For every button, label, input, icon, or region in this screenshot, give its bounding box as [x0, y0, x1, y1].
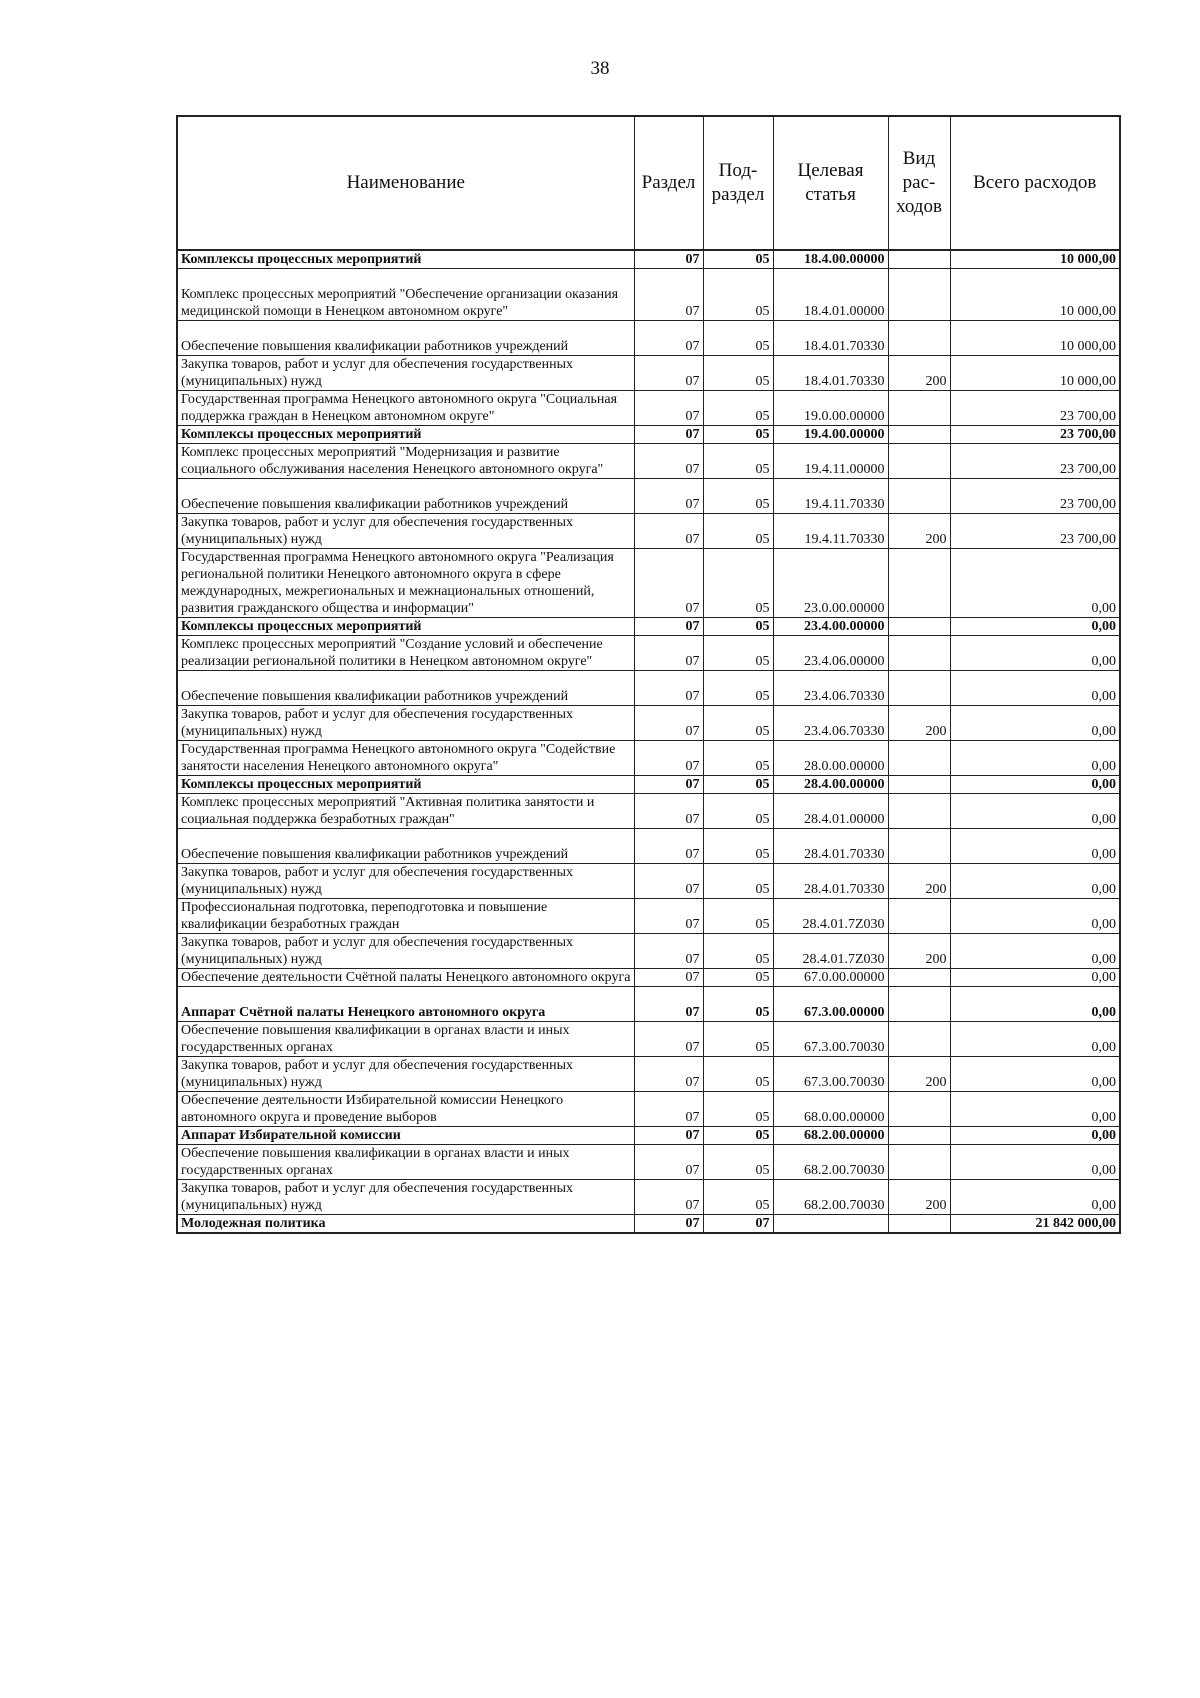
cell-vid-rashodov	[888, 1022, 950, 1057]
cell-vid-rashodov	[888, 987, 950, 1022]
cell-razdel: 07	[634, 776, 703, 794]
cell-podrazdel: 05	[703, 1092, 773, 1127]
cell-name: Обеспечение повышения квалификации работников учреждений	[177, 321, 634, 356]
cell-vid-rashodov	[888, 829, 950, 864]
cell-vid-rashodov	[888, 1145, 950, 1180]
cell-razdel: 07	[634, 741, 703, 776]
cell-razdel: 07	[634, 549, 703, 618]
cell-total: 0,00	[950, 1092, 1120, 1127]
table-row	[177, 479, 1120, 514]
table-row	[177, 1057, 1120, 1092]
cell-celevaya-statya: 67.3.00.70030	[773, 1022, 888, 1057]
cell-podrazdel: 05	[703, 269, 773, 321]
cell-vid-rashodov	[888, 794, 950, 829]
cell-vid-rashodov: 200	[888, 1057, 950, 1092]
cell-name: Закупка товаров, работ и услуг для обеспечения государственных (муниципальных) нужд	[177, 1180, 634, 1215]
cell-vid-rashodov	[888, 969, 950, 987]
cell-celevaya-statya: 28.4.01.7Z030	[773, 899, 888, 934]
table-row	[177, 444, 1120, 479]
cell-total: 0,00	[950, 1180, 1120, 1215]
cell-podrazdel: 05	[703, 391, 773, 426]
cell-total: 0,00	[950, 706, 1120, 741]
cell-name: Комплекс процессных мероприятий "Обеспечение организации оказания медицинской помощи в Ненецком автономном округе"	[177, 269, 634, 321]
table-row	[177, 1022, 1120, 1057]
table-row	[177, 269, 1120, 321]
cell-razdel: 07	[634, 514, 703, 549]
cell-vid-rashodov	[888, 549, 950, 618]
cell-name: Комплексы процессных мероприятий	[177, 426, 634, 444]
cell-celevaya-statya: 18.4.01.00000	[773, 269, 888, 321]
cell-celevaya-statya: 28.0.00.00000	[773, 741, 888, 776]
cell-razdel: 07	[634, 987, 703, 1022]
cell-razdel: 07	[634, 444, 703, 479]
cell-total: 23 700,00	[950, 514, 1120, 549]
cell-name: Закупка товаров, работ и услуг для обеспечения государственных (муниципальных) нужд	[177, 1057, 634, 1092]
cell-razdel: 07	[634, 426, 703, 444]
cell-vid-rashodov: 200	[888, 1180, 950, 1215]
table-row	[177, 1215, 1120, 1234]
table-row	[177, 1145, 1120, 1180]
page-number: 38	[590, 58, 610, 79]
cell-podrazdel: 05	[703, 321, 773, 356]
cell-total: 0,00	[950, 899, 1120, 934]
table-row	[177, 829, 1120, 864]
cell-celevaya-statya: 23.0.00.00000	[773, 549, 888, 618]
cell-razdel: 07	[634, 391, 703, 426]
cell-podrazdel: 05	[703, 706, 773, 741]
cell-vid-rashodov	[888, 479, 950, 514]
cell-podrazdel: 05	[703, 549, 773, 618]
cell-vid-rashodov	[888, 1092, 950, 1127]
cell-name: Обеспечение повышения квалификации работников учреждений	[177, 671, 634, 706]
cell-total: 0,00	[950, 864, 1120, 899]
column-header-podrazdel: Под- раздел	[703, 116, 773, 250]
cell-podrazdel: 05	[703, 1022, 773, 1057]
cell-podrazdel: 07	[703, 1215, 773, 1234]
cell-vid-rashodov: 200	[888, 706, 950, 741]
cell-vid-rashodov	[888, 776, 950, 794]
cell-total: 0,00	[950, 1145, 1120, 1180]
table-row	[177, 391, 1120, 426]
cell-total: 23 700,00	[950, 479, 1120, 514]
cell-razdel: 07	[634, 1092, 703, 1127]
table-row	[177, 794, 1120, 829]
cell-podrazdel: 05	[703, 250, 773, 269]
cell-razdel: 07	[634, 356, 703, 391]
cell-celevaya-statya: 28.4.00.00000	[773, 776, 888, 794]
cell-razdel: 07	[634, 934, 703, 969]
cell-vid-rashodov: 200	[888, 864, 950, 899]
cell-celevaya-statya: 23.4.00.00000	[773, 618, 888, 636]
cell-name: Закупка товаров, работ и услуг для обеспечения государственных (муниципальных) нужд	[177, 934, 634, 969]
cell-total: 0,00	[950, 618, 1120, 636]
cell-name: Государственная программа Ненецкого автономного округа "Социальная поддержка граждан в Ненецком автономном округе"	[177, 391, 634, 426]
cell-name: Государственная программа Ненецкого автономного округа "Реализация региональной политики Ненецкого автономного округа в сфере международных, межрегиональных и межнациональных отношений, развития гражданского общества и информации"	[177, 549, 634, 618]
cell-celevaya-statya: 18.4.01.70330	[773, 321, 888, 356]
cell-podrazdel: 05	[703, 969, 773, 987]
cell-name: Комплекс процессных мероприятий "Модернизация и развитие социального обслуживания населения Ненецкого автономного округа"	[177, 444, 634, 479]
cell-celevaya-statya: 19.4.11.70330	[773, 479, 888, 514]
cell-total: 0,00	[950, 1127, 1120, 1145]
cell-name: Обеспечение деятельности Счётной палаты Ненецкого автономного округа	[177, 969, 634, 987]
cell-celevaya-statya: 28.4.01.70330	[773, 864, 888, 899]
cell-podrazdel: 05	[703, 1057, 773, 1092]
cell-name: Обеспечение деятельности Избирательной комиссии Ненецкого автономного округа и проведение выборов	[177, 1092, 634, 1127]
cell-total: 0,00	[950, 671, 1120, 706]
cell-name: Обеспечение повышения квалификации работников учреждений	[177, 829, 634, 864]
cell-celevaya-statya: 68.2.00.00000	[773, 1127, 888, 1145]
cell-podrazdel: 05	[703, 444, 773, 479]
cell-name: Комплекс процессных мероприятий "Активная политика занятости и социальная поддержка безработных граждан"	[177, 794, 634, 829]
cell-total: 23 700,00	[950, 391, 1120, 426]
cell-podrazdel: 05	[703, 776, 773, 794]
cell-razdel: 07	[634, 479, 703, 514]
cell-total: 0,00	[950, 969, 1120, 987]
table-row	[177, 636, 1120, 671]
cell-name: Закупка товаров, работ и услуг для обеспечения государственных (муниципальных) нужд	[177, 356, 634, 391]
cell-vid-rashodov	[888, 321, 950, 356]
table-row	[177, 549, 1120, 618]
table-row	[177, 934, 1120, 969]
table-row	[177, 1180, 1120, 1215]
cell-razdel: 07	[634, 1127, 703, 1145]
cell-celevaya-statya: 67.3.00.00000	[773, 987, 888, 1022]
cell-name: Комплекс процессных мероприятий "Создание условий и обеспечение реализации региональной политики в Ненецком автономном округе"	[177, 636, 634, 671]
cell-celevaya-statya: 23.4.06.70330	[773, 671, 888, 706]
cell-total: 10 000,00	[950, 321, 1120, 356]
cell-name: Закупка товаров, работ и услуг для обеспечения государственных (муниципальных) нужд	[177, 864, 634, 899]
cell-vid-rashodov	[888, 426, 950, 444]
cell-vid-rashodov	[888, 444, 950, 479]
cell-razdel: 07	[634, 269, 703, 321]
cell-razdel: 07	[634, 1145, 703, 1180]
cell-podrazdel: 05	[703, 987, 773, 1022]
table-row	[177, 321, 1120, 356]
cell-celevaya-statya: 28.4.01.7Z030	[773, 934, 888, 969]
cell-name: Закупка товаров, работ и услуг для обеспечения государственных (муниципальных) нужд	[177, 514, 634, 549]
budget-table	[176, 115, 1121, 1234]
cell-vid-rashodov: 200	[888, 356, 950, 391]
cell-total: 0,00	[950, 934, 1120, 969]
cell-razdel: 07	[634, 969, 703, 987]
table-row	[177, 1092, 1120, 1127]
cell-name: Комплексы процессных мероприятий	[177, 250, 634, 269]
cell-total: 0,00	[950, 987, 1120, 1022]
table-row	[177, 706, 1120, 741]
cell-total: 0,00	[950, 741, 1120, 776]
cell-total: 0,00	[950, 776, 1120, 794]
cell-name: Аппарат Счётной палаты Ненецкого автономного округа	[177, 987, 634, 1022]
table-row	[177, 671, 1120, 706]
cell-name: Закупка товаров, работ и услуг для обеспечения государственных (муниципальных) нужд	[177, 706, 634, 741]
cell-podrazdel: 05	[703, 479, 773, 514]
cell-total: 0,00	[950, 794, 1120, 829]
table-row	[177, 426, 1120, 444]
column-header-vid-rashodov: Вид рас- ходов	[888, 116, 950, 250]
table-row	[177, 618, 1120, 636]
cell-podrazdel: 05	[703, 1127, 773, 1145]
cell-name: Молодежная политика	[177, 1215, 634, 1234]
cell-total: 0,00	[950, 829, 1120, 864]
cell-celevaya-statya: 67.3.00.70030	[773, 1057, 888, 1092]
cell-name: Комплексы процессных мероприятий	[177, 776, 634, 794]
cell-podrazdel: 05	[703, 618, 773, 636]
table-header-row	[177, 116, 1120, 250]
cell-podrazdel: 05	[703, 899, 773, 934]
cell-vid-rashodov	[888, 618, 950, 636]
cell-celevaya-statya: 23.4.06.70330	[773, 706, 888, 741]
table-row	[177, 741, 1120, 776]
cell-razdel: 07	[634, 636, 703, 671]
cell-razdel: 07	[634, 1215, 703, 1234]
cell-name: Аппарат Избирательной комиссии	[177, 1127, 634, 1145]
cell-podrazdel: 05	[703, 934, 773, 969]
cell-celevaya-statya: 28.4.01.00000	[773, 794, 888, 829]
cell-total: 0,00	[950, 636, 1120, 671]
table-row	[177, 864, 1120, 899]
cell-vid-rashodov	[888, 671, 950, 706]
cell-razdel: 07	[634, 899, 703, 934]
cell-razdel: 07	[634, 671, 703, 706]
cell-razdel: 07	[634, 1180, 703, 1215]
cell-razdel: 07	[634, 321, 703, 356]
cell-podrazdel: 05	[703, 829, 773, 864]
cell-name: Комплексы процессных мероприятий	[177, 618, 634, 636]
cell-podrazdel: 05	[703, 426, 773, 444]
cell-total: 10 000,00	[950, 269, 1120, 321]
cell-podrazdel: 05	[703, 1180, 773, 1215]
cell-celevaya-statya: 19.4.11.70330	[773, 514, 888, 549]
column-header-razdel: Раздел	[634, 116, 703, 250]
cell-vid-rashodov	[888, 1127, 950, 1145]
cell-vid-rashodov	[888, 899, 950, 934]
cell-razdel: 07	[634, 1057, 703, 1092]
cell-podrazdel: 05	[703, 1145, 773, 1180]
cell-celevaya-statya: 19.4.00.00000	[773, 426, 888, 444]
table-row	[177, 514, 1120, 549]
cell-vid-rashodov: 200	[888, 934, 950, 969]
table-row	[177, 987, 1120, 1022]
cell-total: 10 000,00	[950, 250, 1120, 269]
cell-razdel: 07	[634, 1022, 703, 1057]
cell-vid-rashodov	[888, 741, 950, 776]
cell-name: Государственная программа Ненецкого автономного округа "Содействие занятости населения Ненецкого автономного округа"	[177, 741, 634, 776]
cell-total: 23 700,00	[950, 444, 1120, 479]
cell-total: 10 000,00	[950, 356, 1120, 391]
cell-vid-rashodov	[888, 1215, 950, 1234]
cell-vid-rashodov	[888, 391, 950, 426]
table-row	[177, 1127, 1120, 1145]
cell-total: 0,00	[950, 1022, 1120, 1057]
cell-celevaya-statya: 68.0.00.00000	[773, 1092, 888, 1127]
cell-vid-rashodov	[888, 250, 950, 269]
cell-razdel: 07	[634, 829, 703, 864]
table-row	[177, 356, 1120, 391]
table-row	[177, 899, 1120, 934]
table-row	[177, 969, 1120, 987]
cell-podrazdel: 05	[703, 356, 773, 391]
cell-podrazdel: 05	[703, 794, 773, 829]
column-header-total: Всего расходов	[950, 116, 1120, 250]
table-row	[177, 776, 1120, 794]
column-header-celevaya-statya: Целевая статья	[773, 116, 888, 250]
cell-celevaya-statya: 68.2.00.70030	[773, 1180, 888, 1215]
cell-name: Обеспечение повышения квалификации в органах власти и иных государственных органах	[177, 1145, 634, 1180]
cell-razdel: 07	[634, 250, 703, 269]
cell-celevaya-statya: 28.4.01.70330	[773, 829, 888, 864]
cell-podrazdel: 05	[703, 741, 773, 776]
cell-total: 0,00	[950, 1057, 1120, 1092]
cell-celevaya-statya: 19.4.11.00000	[773, 444, 888, 479]
cell-celevaya-statya	[773, 1215, 888, 1234]
cell-celevaya-statya: 67.0.00.00000	[773, 969, 888, 987]
cell-podrazdel: 05	[703, 636, 773, 671]
cell-razdel: 07	[634, 794, 703, 829]
column-header-name: Наименование	[177, 116, 634, 250]
cell-podrazdel: 05	[703, 514, 773, 549]
cell-razdel: 07	[634, 864, 703, 899]
cell-celevaya-statya: 23.4.06.00000	[773, 636, 888, 671]
cell-total: 21 842 000,00	[950, 1215, 1120, 1234]
table-row	[177, 250, 1120, 269]
cell-name: Обеспечение повышения квалификации работников учреждений	[177, 479, 634, 514]
cell-vid-rashodov	[888, 269, 950, 321]
cell-celevaya-statya: 19.0.00.00000	[773, 391, 888, 426]
cell-total: 0,00	[950, 549, 1120, 618]
cell-vid-rashodov: 200	[888, 514, 950, 549]
cell-razdel: 07	[634, 706, 703, 741]
cell-name: Обеспечение повышения квалификации в органах власти и иных государственных органах	[177, 1022, 634, 1057]
cell-podrazdel: 05	[703, 671, 773, 706]
cell-celevaya-statya: 18.4.01.70330	[773, 356, 888, 391]
cell-vid-rashodov	[888, 636, 950, 671]
cell-celevaya-statya: 18.4.00.00000	[773, 250, 888, 269]
table-body	[177, 250, 1120, 1233]
cell-total: 23 700,00	[950, 426, 1120, 444]
cell-celevaya-statya: 68.2.00.70030	[773, 1145, 888, 1180]
cell-name: Профессиональная подготовка, переподготовка и повышение квалификации безработных граждан	[177, 899, 634, 934]
cell-razdel: 07	[634, 618, 703, 636]
cell-podrazdel: 05	[703, 864, 773, 899]
